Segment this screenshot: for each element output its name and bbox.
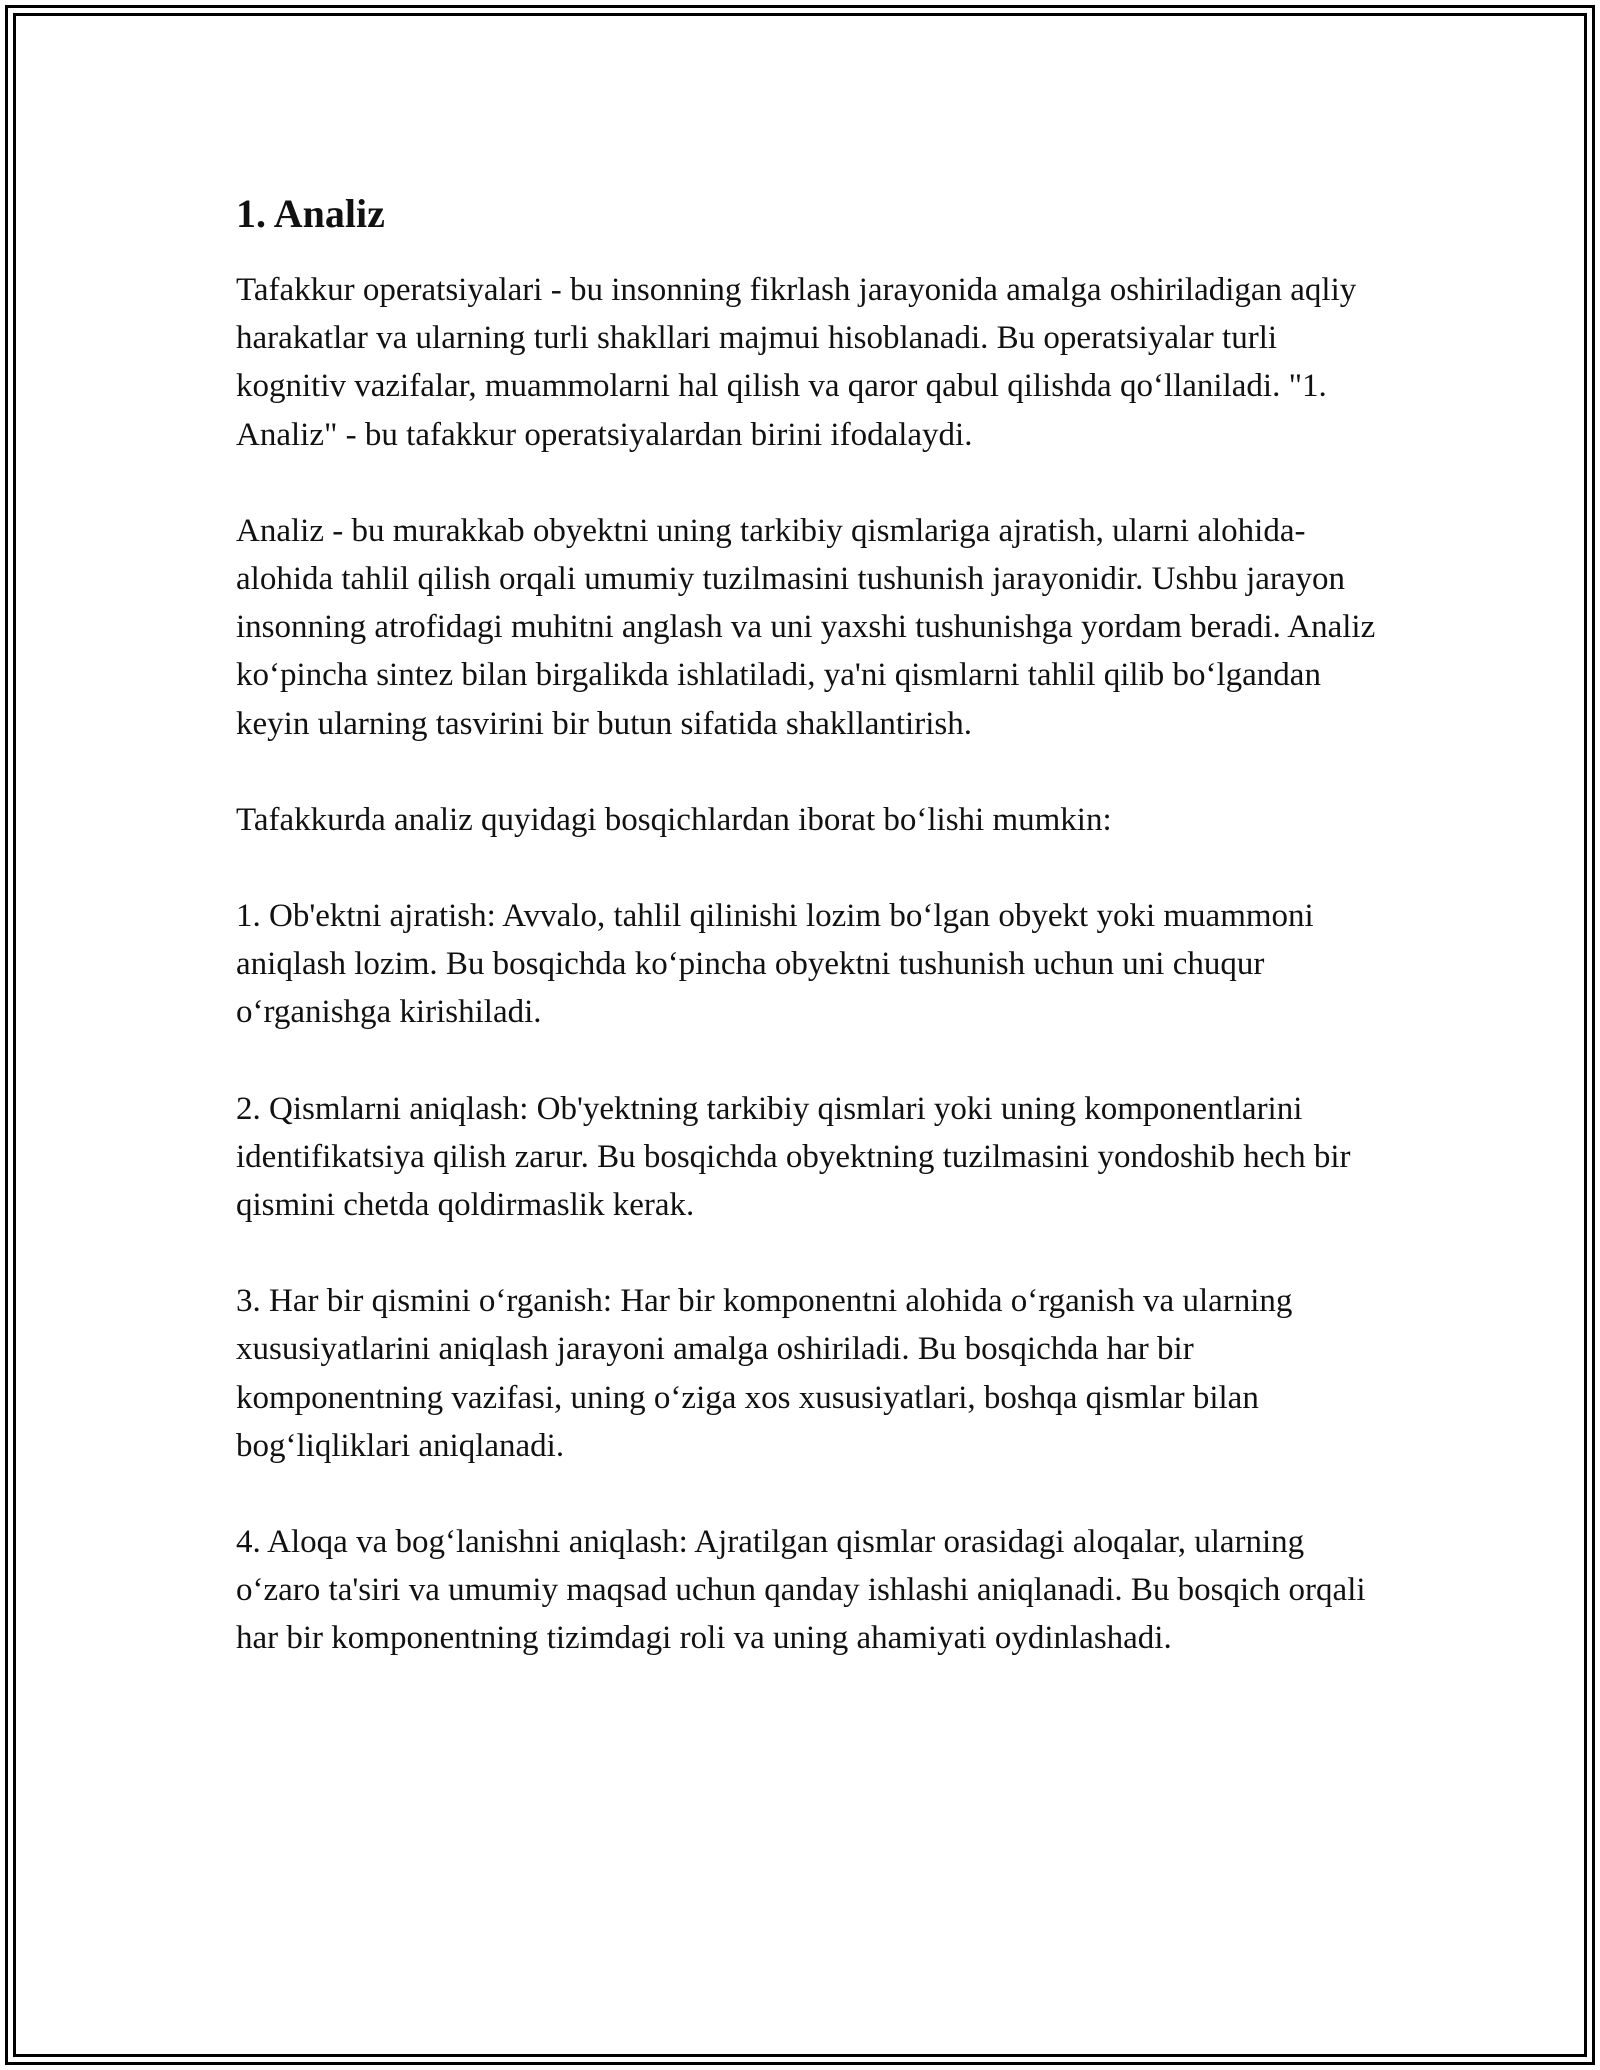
paragraph-intro: Tafakkur operatsiyalari - bu insonning fikrlash jarayonida amalga oshiriladigan aqliy harakatlar va ularning turli shakllari majmui hisoblanadi. Bu operatsiyalar turli kognitiv vazifalar, muammolarni hal qilish va qaror qabul qilishda qo‘llaniladi. "1. Analiz" - bu tafakkur operatsiyalardan birini ifodalaydi. (236, 272, 1357, 453)
paragraph-stage-3: 3. Har bir qismini o‘rganish: Har bir komponentni alohida o‘rganish va ularning xususiyatlarini aniqlash jarayoni amalga oshiriladi. Bu bosqichda har bir komponentning vazifasi, uning o‘ziga xos xususiyatlari, boshqa qismlar bilan bog‘liqliklari aniqlanadi. (236, 1283, 1293, 1464)
paragraph-stage-2: 2. Qismlarni aniqlash: Ob'yektning tarkibiy qismlari yoki uning komponentlarini identifikatsiya qilish zarur. Bu bosqichda obyektning tuzilmasini yondoshib hech bir qismini chetda qoldirmaslik kerak. (236, 1090, 1351, 1224)
document-body (236, 186, 1376, 1711)
paragraph-stage-4: 4. Aloqa va bog‘lanishni aniqlash: Ajratilgan qismlar orasidagi aloqalar, ularning o‘zaro ta'siri va umumiy maqsad uchun qanday ishlashi aniqlanadi. Bu bosqich orqali har bir komponentning tizimdagi roli va uning ahamiyati oydinlashadi. (236, 1524, 1366, 1657)
paragraph-stages-intro: Tafakkurda analiz quyidagi bosqichlardan iborat bo‘lishi mumkin: (236, 801, 1112, 838)
paragraph-stage-1: 1. Ob'ektni ajratish: Avvalo, tahlil qilinishi lozim bo‘lgan obyekt yoki muammoni aniqlash lozim. Bu bosqichda ko‘pincha obyektni tushunish uchun uni chuqur o‘rganishga kirishiladi. (236, 898, 1314, 1031)
section-heading: 1. Analiz (236, 191, 385, 236)
paragraph-definition: Analiz - bu murakkab obyektni uning tarkibiy qismlariga ajratish, ularni alohida-alohida tahlil qilish orqali umumiy tuzilmasini tushunish jarayonidir. Ushbu jarayon insonning atrofidagi muhitni anglash va uni yaxshi tushunishga yordam beradi. Analiz ko‘pincha sintez bilan birgalikda ishlatiladi, ya'ni qismlarni tahlil qilib bo‘lgandan keyin ularning tasvirini bir butun sifatida shakllantirish. (236, 512, 1376, 742)
